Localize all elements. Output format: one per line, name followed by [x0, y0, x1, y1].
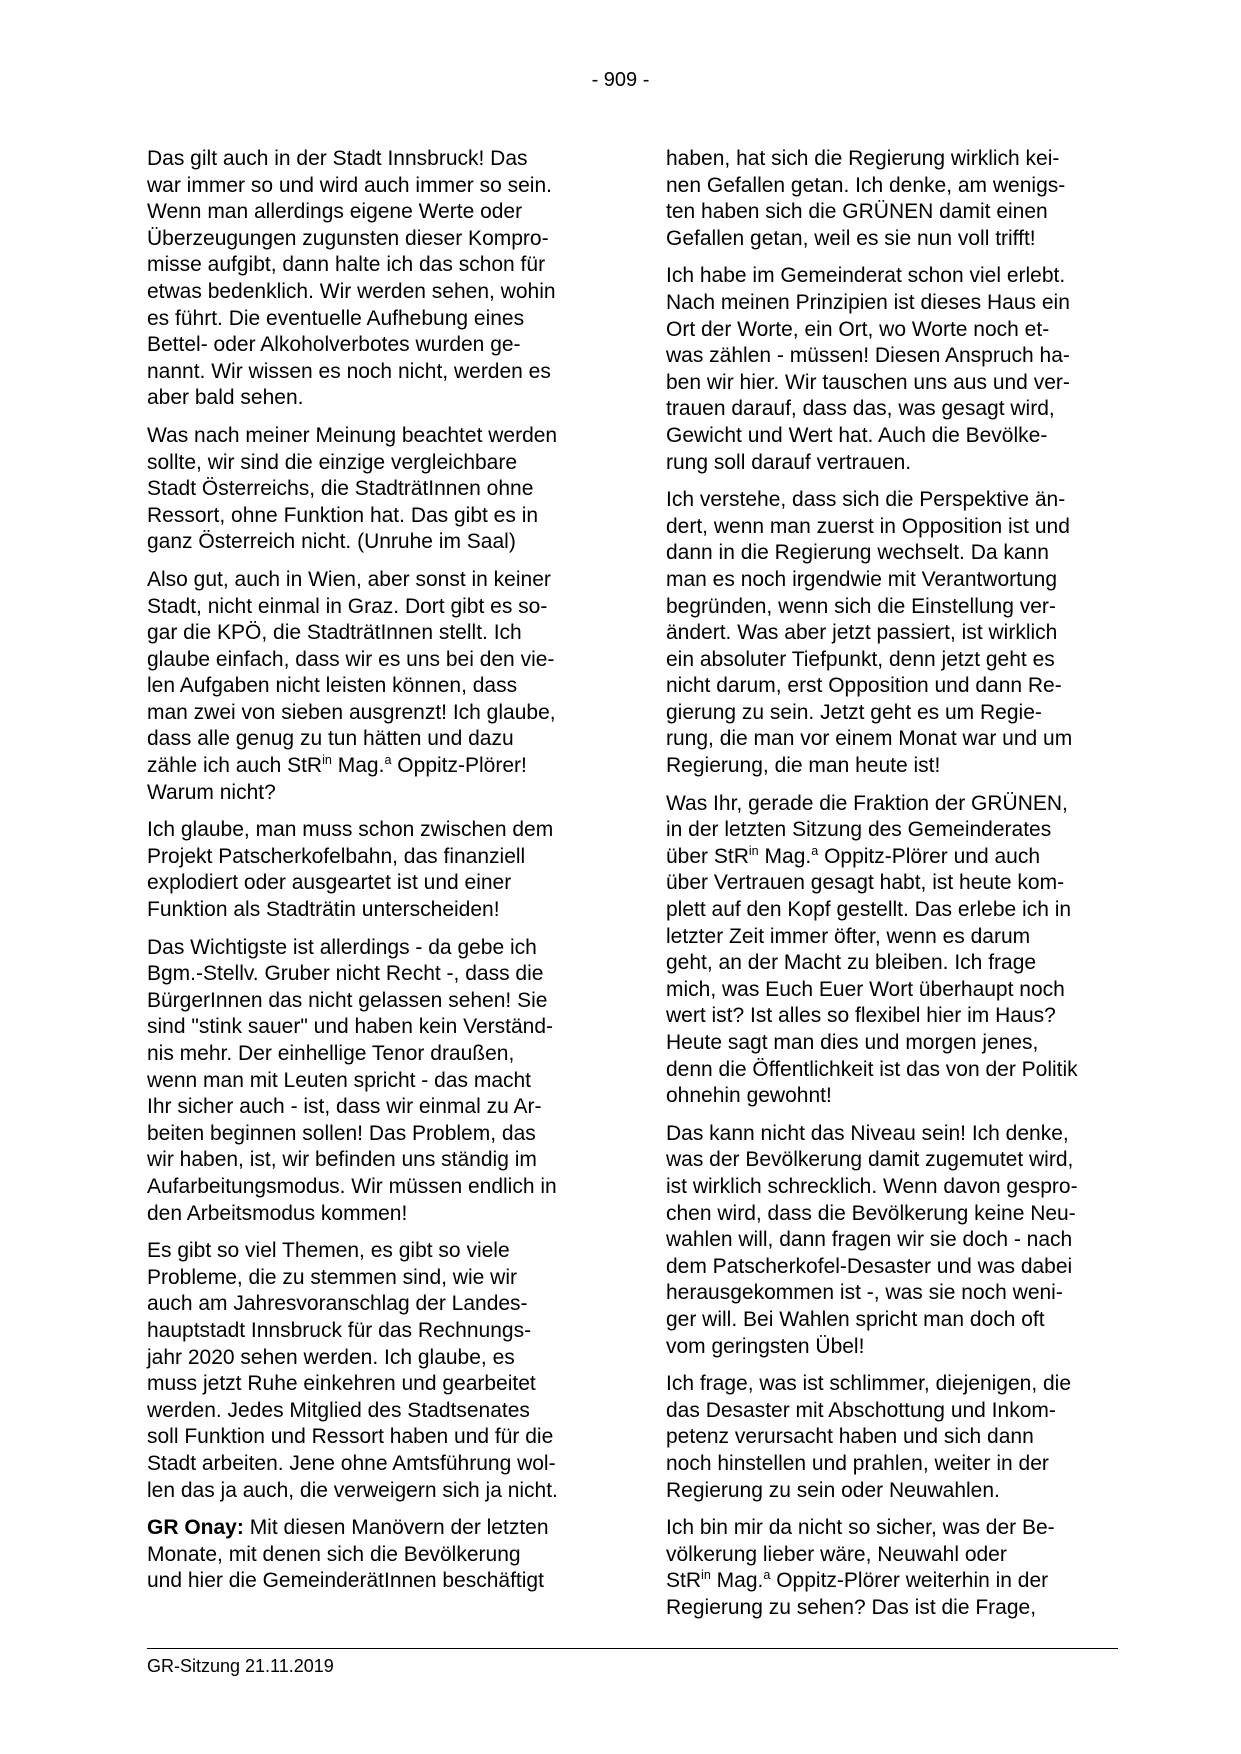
text-run: Mag. [758, 844, 812, 868]
text-run: Mag. [331, 754, 385, 778]
text-run: Mit diesen Manövern der letzten Monate, mit denen sich die Bevölkerung und hier die GemeinderätInnen beschäftigt [147, 1516, 549, 1593]
paragraph: Das gilt auch in der Stadt Innsbruck! Das war immer so und wird auch immer so sein. Wenn man allerdings eigene Werte oder Überzeugungen zugunsten dieser Kompro- misse aufgibt, dann halte ich das schon für etwas bedenklich. Wir werden sehen, wohin es führt. Die eventuelle Aufhebung eines Bettel- oder Alkoholverbotes wurden ge- nannt. Wir wissen es noch nicht, werden es aber bald sehen. [147, 147, 556, 410]
paragraph: Was nach meiner Meinung beachtet werden sollte, wir sind die einzige vergleichbare Stadt Österreichs, die StadträtInnen ohne Ressort, ohne Funktion hat. Das gibt es in ganz Österreich nicht. (Unruhe im Saal) [147, 423, 558, 554]
paragraph [147, 1515, 597, 1595]
footer-divider [147, 1648, 1118, 1649]
paragraph: Ich verstehe, dass sich die Perspektive än- dert, wenn man zuerst in Opposition ist und dann in die Regierung wechselt. Da kann man es noch irgendwie mit Verantwortung begründen, wenn sich die Einstellung ver- ändert. Was aber jetzt passiert, ist wirklich ein absoluter Tiefpunkt, denn jetzt geht es nicht darum, erst Opposition und dann Re- gierung zu sein. Jetzt geht es um Regie- rung, die man vor einem Monat war und um Regierung, die man heute ist! [666, 488, 1073, 778]
paragraph [666, 791, 1118, 1110]
footer-text: GR-Sitzung 21.11.2019 [147, 1656, 334, 1676]
paragraph: Das Wichtigste ist allerdings - da gebe ich Bgm.-Stellv. Gruber nicht Recht -, dass die BürgerInnen das nicht gelassen sehen! Sie sind "stink sauer" und haben kein Verständ- nis mehr. Der einhellige Tenor draußen, wenn man mit Leuten spricht - das macht Ihr sicher auch - ist, dass wir einmal zu Ar- beiten beginnen sollen! Das Problem, das wir haben, ist, wir befinden uns ständig im Aufarbeitungsmodus. Wir müssen endlich in den Arbeitsmodus kommen! [147, 935, 557, 1225]
text-run: Mag. [710, 1569, 764, 1593]
superscript: a [384, 753, 392, 768]
text-run: Oppitz-Plörer und auch über Vertrauen gesagt habt, ist heute kom- plett auf den Kopf gestellt. Das erlebe ich in letzter Zeit immer öfter, wenn es darum geht, an der Macht zu bleiben. Ich frage mich, was Euch Euer Wort überhaupt noch wert ist? Ist alles so flexibel hier im Haus? Heute sagt man dies und morgen jenes, denn die Öffentlichkeit ist das von der Politik ohnehin gewohnt! [666, 844, 1078, 1108]
paragraph [666, 1515, 1118, 1621]
right-column [666, 146, 1118, 1632]
paragraph [147, 567, 597, 806]
page-number: - 909 - [591, 69, 650, 91]
text-run: Ich bin mir da nicht so sicher, was der Be- völkerung lieber wäre, Neuwahl oder StR [666, 1516, 1055, 1593]
paragraph: Ich habe im Gemeinderat schon viel erlebt. Nach meinen Prinzipien ist dieses Haus ein Ort der Worte, ein Ort, wo Worte noch et- was zählen - müssen! Diesen Anspruch ha- ben wir hier. Wir tauschen uns aus und ver- trauen darauf, dass das, was gesagt wird, Gewicht und Wert hat. Auch die Bevölke- rung soll darauf vertrauen. [666, 264, 1070, 474]
text-run: Also gut, auch in Wien, aber sonst in keiner Stadt, nicht einmal in Graz. Dort gibt es so- gar die KPÖ, die StadträtInnen stellt. Ich glaube einfach, dass wir es uns bei den vie- len Aufgaben nicht leisten können, dass man zwei von sieben ausgrenzt! Ich glaube, dass alle genug zu tun hätten und dazu zähle ich auch StR [147, 567, 556, 778]
superscript: in [322, 753, 332, 768]
superscript: a [763, 1568, 771, 1583]
paragraph: Es gibt so viel Themen, es gibt so viele Probleme, die zu stemmen sind, wie wir auch am Jahresvoranschlag der Landes- hauptstadt Innsbruck für das Rechnungs- jahr 2020 sehen werden. Ich glaube, es muss jetzt Ruhe einkehren und gearbeitet werden. Jedes Mitglied des Stadtsenates soll Funktion und Ressort haben und für die Stadt arbeiten. Jene ohne Amtsführung wol- len das ja auch, die verweigern sich ja nicht. [147, 1239, 558, 1502]
paragraph: haben, hat sich die Regierung wirklich kei- nen Gefallen getan. Ich denke, am wenigs- ten haben sich die GRÜNEN damit einen Gefallen getan, weil es sie nun voll trifft! [666, 147, 1066, 250]
superscript: a [811, 843, 819, 858]
paragraph: Ich glaube, man muss schon zwischen dem Projekt Patscherkofelbahn, das finanziell explodiert oder ausgeartet ist und einer Funktion als Stadträtin unterscheiden! [147, 818, 554, 922]
superscript: in [748, 843, 759, 858]
paragraph: Ich frage, was ist schlimmer, diejenigen, die das Desaster mit Abschottung und Inkom- petenz verursacht haben und sich dann noch hinstellen und prahlen, weiter in der Regierung zu sein oder Neuwahlen. [666, 1372, 1072, 1502]
left-column [147, 146, 597, 1606]
speaker-name: GR Onay: [147, 1516, 244, 1540]
superscript: in [701, 1568, 711, 1583]
text-run: Was Ihr, gerade die Fraktion der GRÜNEN, in der letzten Sitzung des Gemeinderates über StR [666, 791, 1068, 868]
text-run: Oppitz-Plörer! Warum nicht? [147, 754, 527, 804]
paragraph: Das kann nicht das Niveau sein! Ich denke, was der Bevölkerung damit zugemutet wird, ist wirklich schrecklich. Wenn davon gespro- chen wird, dass die Bevölkerung keine Neu- wahlen will, dann fragen wir sie doch - nach dem Patscherkofel-Desaster und was dabei herausgekommen ist -, was sie noch weni- ger will. Bei Wahlen spricht man doch oft vom geringsten Übel! [666, 1121, 1078, 1358]
text-run: Oppitz-Plörer weiterhin in der Regierung zu sehen? Das ist die Frage, [666, 1569, 1049, 1619]
